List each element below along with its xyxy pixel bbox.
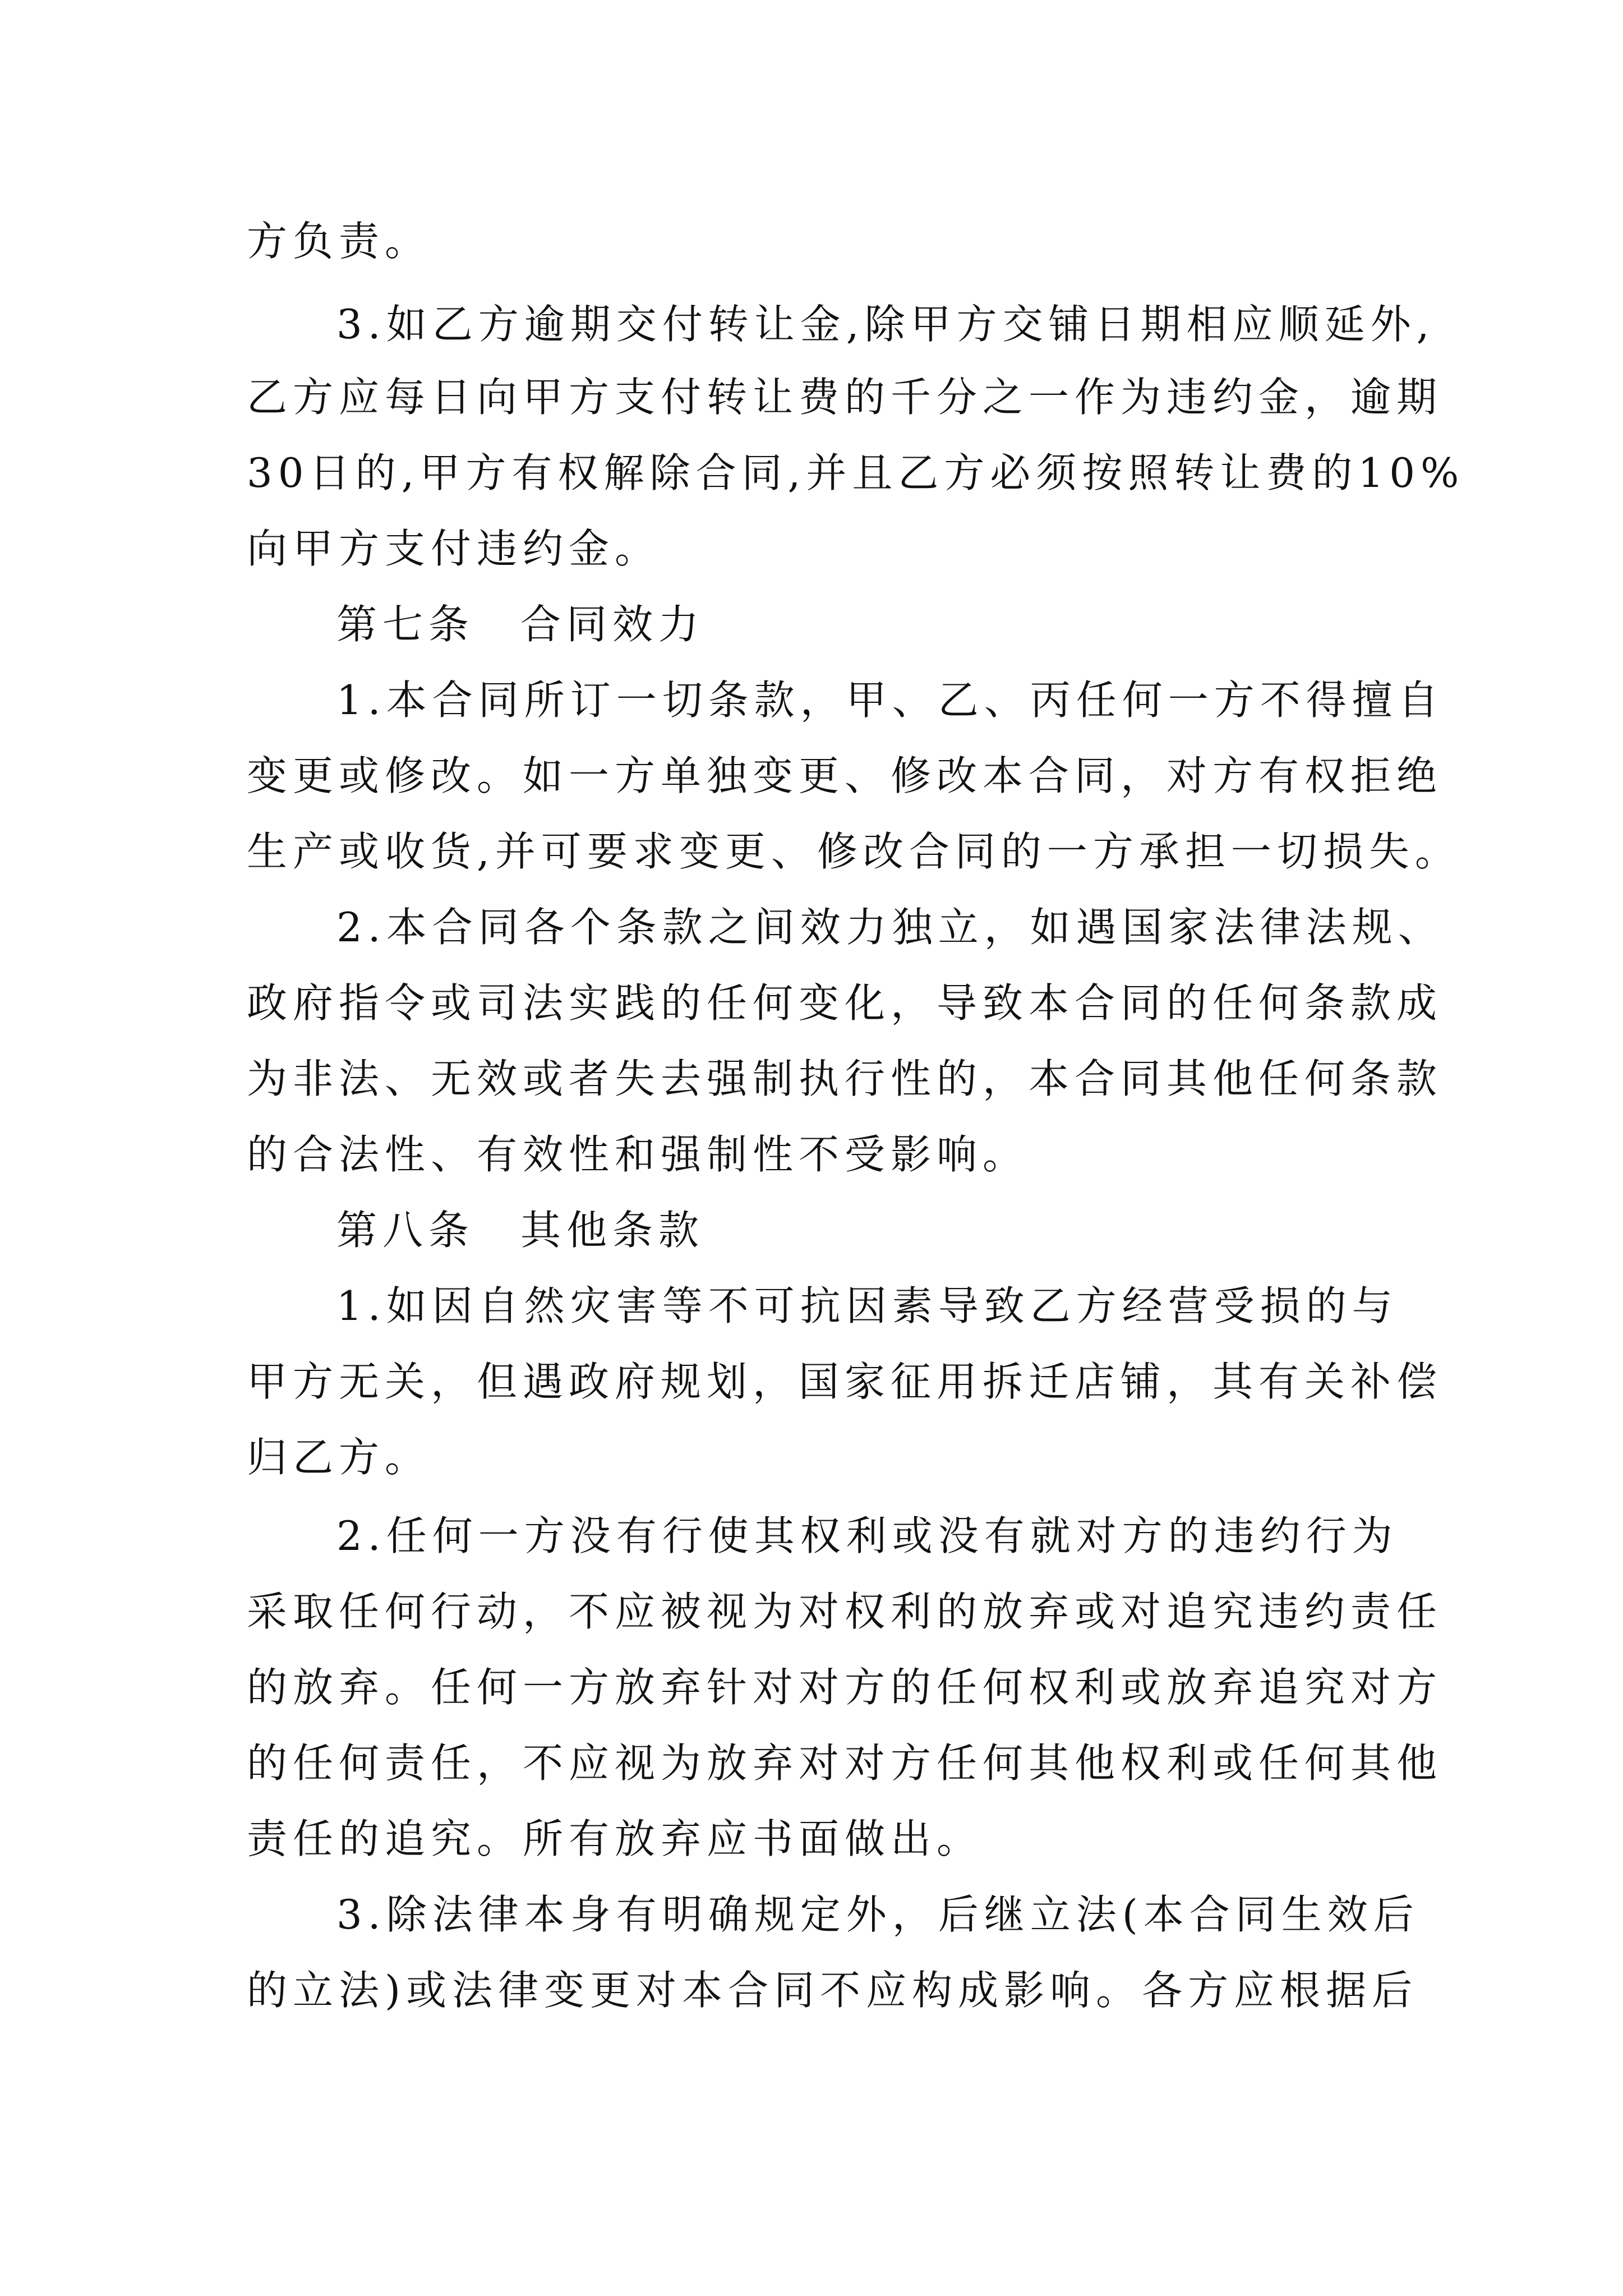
text-line: 1.本合同所订一切条款，甲、乙、丙任何一方不得擅自 (336, 677, 1444, 724)
text-line: 甲方无关，但遇政府规划，国家征用拆迁店铺，其有关补偿 (247, 1358, 1443, 1405)
text-line: 方负责。 (247, 218, 431, 265)
text-line: 1.如因自然灾害等不可抗因素导致乙方经营受损的与 (336, 1282, 1398, 1329)
text-line: 采取任何行动，不应被视为对权利的放弃或对追究违约责任 (247, 1588, 1443, 1635)
text-line: 责任的追究。所有放弃应书面做出。 (247, 1815, 983, 1862)
text-line: 政府指令或司法实践的任何变化，导致本合同的任何条款成 (247, 979, 1443, 1027)
text-line: 30日的,甲方有权解除合同,并且乙方必须按照转让费的10% (247, 449, 1465, 496)
text-line: 乙方应每日向甲方支付转让费的千分之一作为违约金，逾期 (247, 374, 1443, 421)
text-line: 为非法、无效或者失去强制执行性的，本合同其他任何条款 (247, 1055, 1443, 1102)
text-line: 的立法)或法律变更对本合同不应构成影响。各方应根据后 (247, 1967, 1418, 2014)
section-heading: 第八条 其他条款 (336, 1207, 705, 1254)
text-line: 3.除法律本身有明确规定外，后继立法(本合同生效后 (336, 1891, 1419, 1938)
text-line: 的合法性、有效性和强制性不受影响。 (247, 1131, 1029, 1178)
text-line: 变更或修改。如一方单独变更、修改本合同，对方有权拒绝 (247, 752, 1443, 799)
text-line: 2.本合同各个条款之间效力独立，如遇国家法律法规、 (336, 904, 1444, 951)
text-line: 3.如乙方逾期交付转让金,除甲方交铺日期相应顺延外, (336, 301, 1435, 348)
text-line: 向甲方支付违约金。 (247, 525, 661, 572)
text-line: 归乙方。 (247, 1434, 431, 1481)
text-line: 生产或收货,并可要求变更、修改合同的一方承担一切损失。 (247, 828, 1461, 875)
text-line: 的任何责任，不应视为放弃对对方任何其他权利或任何其他 (247, 1740, 1443, 1787)
text-line: 的放弃。任何一方放弃针对对方的任何权利或放弃追究对方 (247, 1664, 1443, 1711)
text-line: 2.任何一方没有行使其权利或没有就对方的违约行为 (336, 1512, 1398, 1559)
section-heading: 第七条 合同效力 (336, 601, 705, 648)
